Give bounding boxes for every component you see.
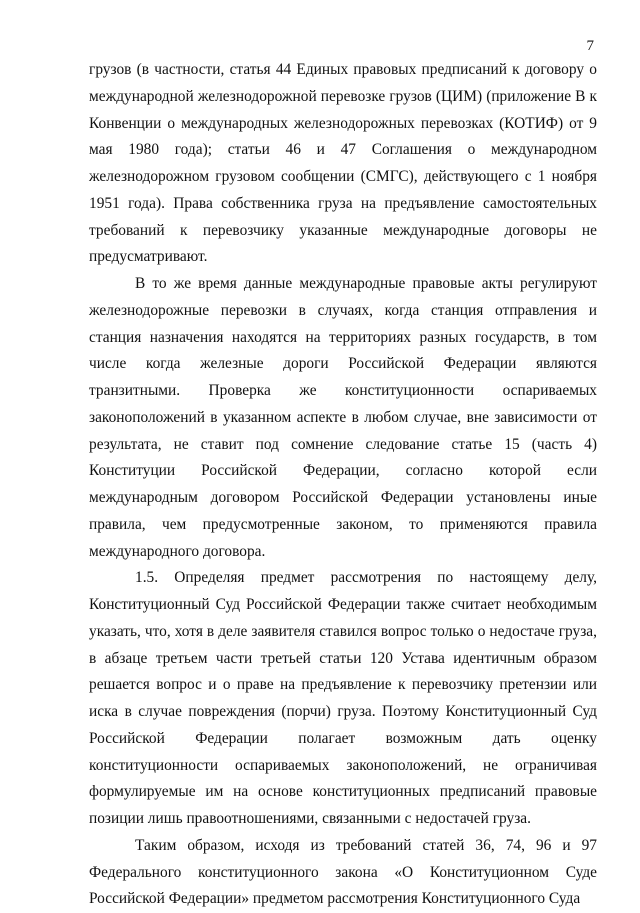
document-body [89, 57, 597, 913]
page-number: 7 [586, 38, 594, 54]
paragraph-section-1-5: 1.5. Определяя предмет рассмотрения по настоящему делу, Конституционный Суд Российской Федерации также считает необходимым указать, что, хотя в деле заявителя ставился вопрос только о недостаче груза, в абзаце третьем части третьей статьи 120 Устава идентичным образом решается вопрос и о праве на предъявление к перевозчику претензии или иска в случае повреждения (порчи) груза. Поэтому Конституционный Суд Российской Федерации полагает возможным дать оценку конституционности оспариваемых законоположений, не ограничивая формулируемые им на основе конституционных предписаний правовые позиции лишь правоотношениями, связанными с недостачей груза. [89, 569, 597, 827]
paragraph-continuation: грузов (в частности, статья 44 Единых правовых предписаний к договору о международной железнодорожной перевозке грузов (ЦИМ) (приложение В к Конвенции о международных железнодорожных перевозках (КОТИФ) от 9 мая 1980 года); статьи 46 и 47 Соглашения о международном железнодорожном грузовом сообщении (СМГС), действующего с 1 ноября 1951 года). Права собственника груза на предъявление самостоятельных требований к перевозчику указанные международные договоры не предусматривают. [89, 61, 597, 266]
paragraph-conclusion: Таким образом, исходя из требований статей 36, 74, 96 и 97 Федерального конституционного закона «О Конституционном Суде Российской Федерации» предметом рассмотрения Конституционного Суда [89, 836, 597, 908]
paragraph-international-acts: В то же время данные международные правовые акты регулируют железнодорожные перевозки в случаях, когда станция отправления и станция назначения находятся на территориях разных государств, в том числе когда железные дороги Российской Федерации являются транзитными. Проверка же конституционности оспариваемых законоположений в указанном аспекте в любом случае, вне зависимости от результата, не ставит под сомнение следование статье 15 (часть 4) Конституции Российской Федерации, согласно которой если международным договором Российской Федерации установлены иные правила, чем предусмотренные законом, то применяются правила международного договора. [89, 275, 597, 560]
